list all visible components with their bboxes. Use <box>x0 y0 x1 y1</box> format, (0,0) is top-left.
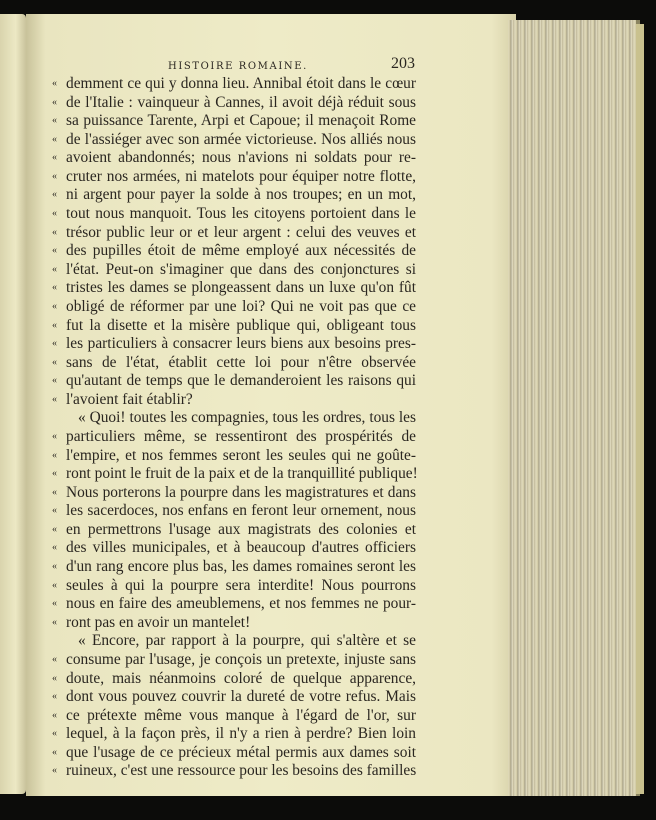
page-edges-stack <box>508 20 640 796</box>
line-text: des pupilles étoit de même employé aux nécessités de <box>66 242 416 260</box>
quote-mark: « <box>52 709 57 721</box>
quote-mark: « <box>52 115 57 127</box>
text-line <box>52 279 416 298</box>
line-text: ront point le fruit de la paix et de la tranquillité publique! <box>66 465 418 483</box>
text-line <box>52 242 416 261</box>
facing-page-edge <box>0 14 26 794</box>
line-text: consume par l'usage, je conçois un pretexte, injuste sans <box>66 650 416 668</box>
quote-mark: « <box>52 468 57 480</box>
quote-mark: « <box>52 170 57 182</box>
quote-mark: « <box>52 765 57 777</box>
line-text: les particuliers à consacrer leurs biens aux besoins pres- <box>66 335 416 353</box>
line-text: trésor public leur or et leur argent : celui des veuves et <box>66 223 416 241</box>
line-text: obligé de réformer par une loi? Qui ne voit pas que ce <box>66 297 416 315</box>
line-text: seules à qui la pourpre sera interdite! Nous pourrons <box>66 576 416 594</box>
quote-mark: « <box>52 616 57 628</box>
line-text: tristes les dames se plongeassent dans un luxe qu'on fût <box>66 279 416 297</box>
text-line <box>52 372 416 391</box>
text-line <box>52 335 416 354</box>
text-line <box>52 670 416 689</box>
line-text: avoient abandonnés; nous n'avions ni soldats pour re- <box>66 149 416 167</box>
quote-mark <box>52 409 66 428</box>
quote-mark: « <box>52 486 57 498</box>
quote-mark: « <box>52 746 57 758</box>
text-line <box>52 447 416 466</box>
line-text: l'avoient fait établir? <box>66 390 193 408</box>
text-line <box>52 614 416 633</box>
quote-mark: « <box>52 96 57 108</box>
quote-mark: « <box>52 579 57 591</box>
line-text: ront pas en avoir un mantelet! <box>66 613 251 631</box>
line-text: « Quoi! toutes les compagnies, tous les ordres, tous les <box>78 409 416 427</box>
line-text: ni argent pour payer la solde à nos troupes; en un mot, <box>66 186 416 204</box>
line-text: fut la disette et la misère publique qui, obligeant tous <box>66 316 416 334</box>
text-line <box>52 725 416 744</box>
line-text: de l'Italie : vainqueur à Cannes, il avoit déjà réduit sous <box>66 93 416 111</box>
page-number: 203 <box>391 55 415 72</box>
text-line <box>52 261 416 280</box>
text-line <box>52 131 416 150</box>
body-text <box>52 75 416 781</box>
text-line <box>52 762 416 781</box>
line-text: de l'assiéger avec son armée victorieuse. Nos alliés nous <box>66 130 416 148</box>
quote-mark: « <box>52 523 57 535</box>
quote-mark: « <box>52 338 57 350</box>
text-line <box>52 595 416 614</box>
text-line <box>52 224 416 243</box>
quote-mark: « <box>52 728 57 740</box>
text-line <box>52 186 416 205</box>
quote-mark <box>52 632 66 651</box>
line-text: l'empire, et nos femmes seront les seules qui ne goûte- <box>66 446 416 464</box>
quote-mark: « <box>52 505 57 517</box>
quote-mark: « <box>52 152 57 164</box>
line-text: l'état. Peut-on s'imaginer que dans des conjonctures si <box>66 260 416 278</box>
text-line <box>52 94 416 113</box>
line-text: dont vous pouvez couvrir la dureté de votre refus. Mais <box>66 688 416 706</box>
text-line <box>52 558 416 577</box>
text-line <box>52 428 416 447</box>
text-line <box>52 688 416 707</box>
text-line <box>52 205 416 224</box>
quote-mark: « <box>52 245 57 257</box>
running-title: HISTOIRE ROMAINE. <box>168 61 308 72</box>
text-line <box>52 354 416 373</box>
line-text: les sacerdoces, nos enfans en feront leur ornement, nous <box>66 502 416 520</box>
line-text: sa puissance Tarente, Arpi et Capoue; il menaçoit Rome <box>66 112 416 130</box>
quote-mark: « <box>52 393 57 405</box>
text-line <box>52 168 416 187</box>
text-line <box>52 75 416 94</box>
quote-mark: « <box>52 653 57 665</box>
quote-mark: « <box>52 189 57 201</box>
text-line <box>52 707 416 726</box>
text-line <box>52 744 416 763</box>
text-line <box>52 391 416 410</box>
line-text: nous en faire des ameublemens, et nos femmes ne pour- <box>66 595 416 613</box>
line-text: que l'usage de ce précieux métal permis aux dames soit <box>66 743 416 761</box>
line-text: particuliers même, se ressentiront des prospérités de <box>66 427 416 445</box>
text-line <box>52 502 416 521</box>
quote-mark: « <box>52 691 57 703</box>
line-text: demment ce qui y donna lieu. Annibal étoit dans le cœur <box>66 75 416 92</box>
quote-mark: « <box>52 356 57 368</box>
quote-mark: « <box>52 561 57 573</box>
text-line <box>52 112 416 131</box>
quote-mark: « <box>52 78 57 89</box>
line-text: cruter nos armées, ni matelots pour équiper notre flotte, <box>66 167 416 185</box>
quote-mark: « <box>52 226 57 238</box>
line-text: doute, mais néanmoins coloré de quelque apparence, <box>66 669 416 687</box>
quote-mark: « <box>52 430 57 442</box>
line-text: lequel, à la façon près, il n'y a rien à perdre? Bien loin <box>66 725 416 743</box>
quote-mark: « <box>52 542 57 554</box>
text-line <box>52 149 416 168</box>
line-text: « Encore, par rapport à la pourpre, qui s'altère et se <box>78 632 416 650</box>
quote-mark: « <box>52 672 57 684</box>
text-line <box>52 409 416 428</box>
text-line <box>52 298 416 317</box>
quote-mark: « <box>52 208 57 220</box>
text-line <box>52 465 416 484</box>
text-line <box>52 632 416 651</box>
text-line <box>52 317 416 336</box>
quote-mark: « <box>52 282 57 294</box>
quote-mark: « <box>52 449 57 461</box>
line-text: des villes municipales, et à beaucoup d'autres officiers <box>66 539 416 557</box>
text-line <box>52 484 416 503</box>
line-text: en permettrons l'usage aux magistrats des colonies et <box>66 520 416 538</box>
quote-mark: « <box>52 263 57 275</box>
quote-mark: « <box>52 598 57 610</box>
text-line <box>52 577 416 596</box>
line-text: d'un rang encore plus bas, les dames romaines seront les <box>66 558 416 576</box>
text-line <box>52 651 416 670</box>
text-line <box>52 521 416 540</box>
quote-mark: « <box>52 133 57 145</box>
line-text: ce prétexte même vous manque à l'égard de l'or, sur <box>66 706 416 724</box>
line-text: Nous porterons la pourpre dans les magistratures et dans <box>66 483 416 501</box>
quote-mark: « <box>52 300 57 312</box>
line-text: sans de l'état, établit cette loi pour n'être observée <box>66 353 416 371</box>
quote-mark: « <box>52 319 57 331</box>
line-text: tout nous manquoit. Tous les citoyens portoient dans le <box>66 205 416 223</box>
line-text: qu'autant de temps que le demanderoient les raisons qui <box>66 372 416 390</box>
quote-mark: « <box>52 375 57 387</box>
line-text: ruineux, c'est une ressource pour les besoins des familles <box>66 762 417 780</box>
text-line <box>52 539 416 558</box>
